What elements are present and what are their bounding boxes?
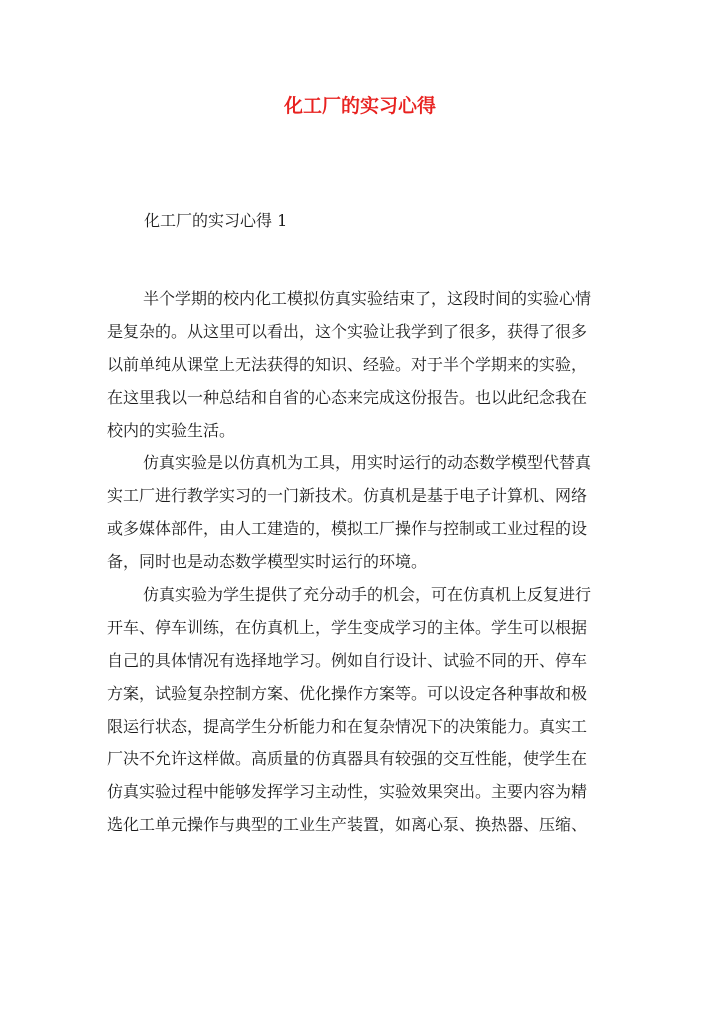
paragraph-line: 方案，试验复杂控制方案、优化操作方案等。可以设定各种事故和极 bbox=[107, 683, 588, 703]
paragraph-line: 或多媒体部件，由人工建造的，模拟工厂操作与控制或工业过程的设 bbox=[107, 519, 588, 539]
paragraph-line: 仿真实验为学生提供了充分动手的机会，可在仿真机上反复进行 bbox=[143, 585, 592, 605]
paragraph-2 bbox=[107, 447, 615, 579]
paragraph-line: 备，同时也是动态数学模型实时运行的环境。 bbox=[107, 552, 428, 572]
paragraph-line: 在这里我以一种总结和自省的心态来完成这份报告。也以此纪念我在 bbox=[107, 387, 588, 407]
paragraph-line: 限运行状态，提高学生分析能力和在复杂情况下的决策能力。真实工 bbox=[107, 716, 588, 736]
paragraph-line: 自己的具体情况有选择地学习。例如自行设计、试验不同的开、停车 bbox=[107, 650, 588, 670]
paragraph-line: 校内的实验生活。 bbox=[107, 420, 236, 440]
paragraph-line: 仿真实验是以仿真机为工具，用实时运行的动态数学模型代替真 bbox=[143, 453, 592, 473]
paragraph-line: 厂决不允许这样做。高质量的仿真器具有较强的交互性能，使学生在 bbox=[107, 749, 588, 769]
paragraph-line: 仿真实验过程中能够发挥学习主动性，实验效果突出。主要内容为精 bbox=[107, 782, 588, 802]
paragraph-line: 以前单纯从课堂上无法获得的知识、经验。对于半个学期来的实验， bbox=[107, 354, 588, 374]
section-heading: 化工厂的实习心得 1 bbox=[144, 211, 288, 230]
paragraph-line: 实工厂进行教学实习的一门新技术。仿真机是基于电子计算机、网络 bbox=[107, 486, 588, 506]
paragraph-line: 开车、停车训练，在仿真机上，学生变成学习的主体。学生可以根据 bbox=[107, 617, 588, 637]
paragraph-line: 是复杂的。从这里可以看出，这个实验让我学到了很多，获得了很多 bbox=[107, 321, 588, 341]
document-body bbox=[107, 283, 615, 842]
paragraph-line: 半个学期的校内化工模拟仿真实验结束了，这段时间的实验心情 bbox=[143, 289, 592, 308]
document-title: 化工厂的实习心得 bbox=[283, 95, 436, 117]
paragraph-3 bbox=[107, 579, 615, 842]
paragraph-line: 选化工单元操作与典型的工业生产装置，如离心泵、换热器、压缩、 bbox=[107, 815, 588, 835]
paragraph-1 bbox=[107, 283, 615, 447]
